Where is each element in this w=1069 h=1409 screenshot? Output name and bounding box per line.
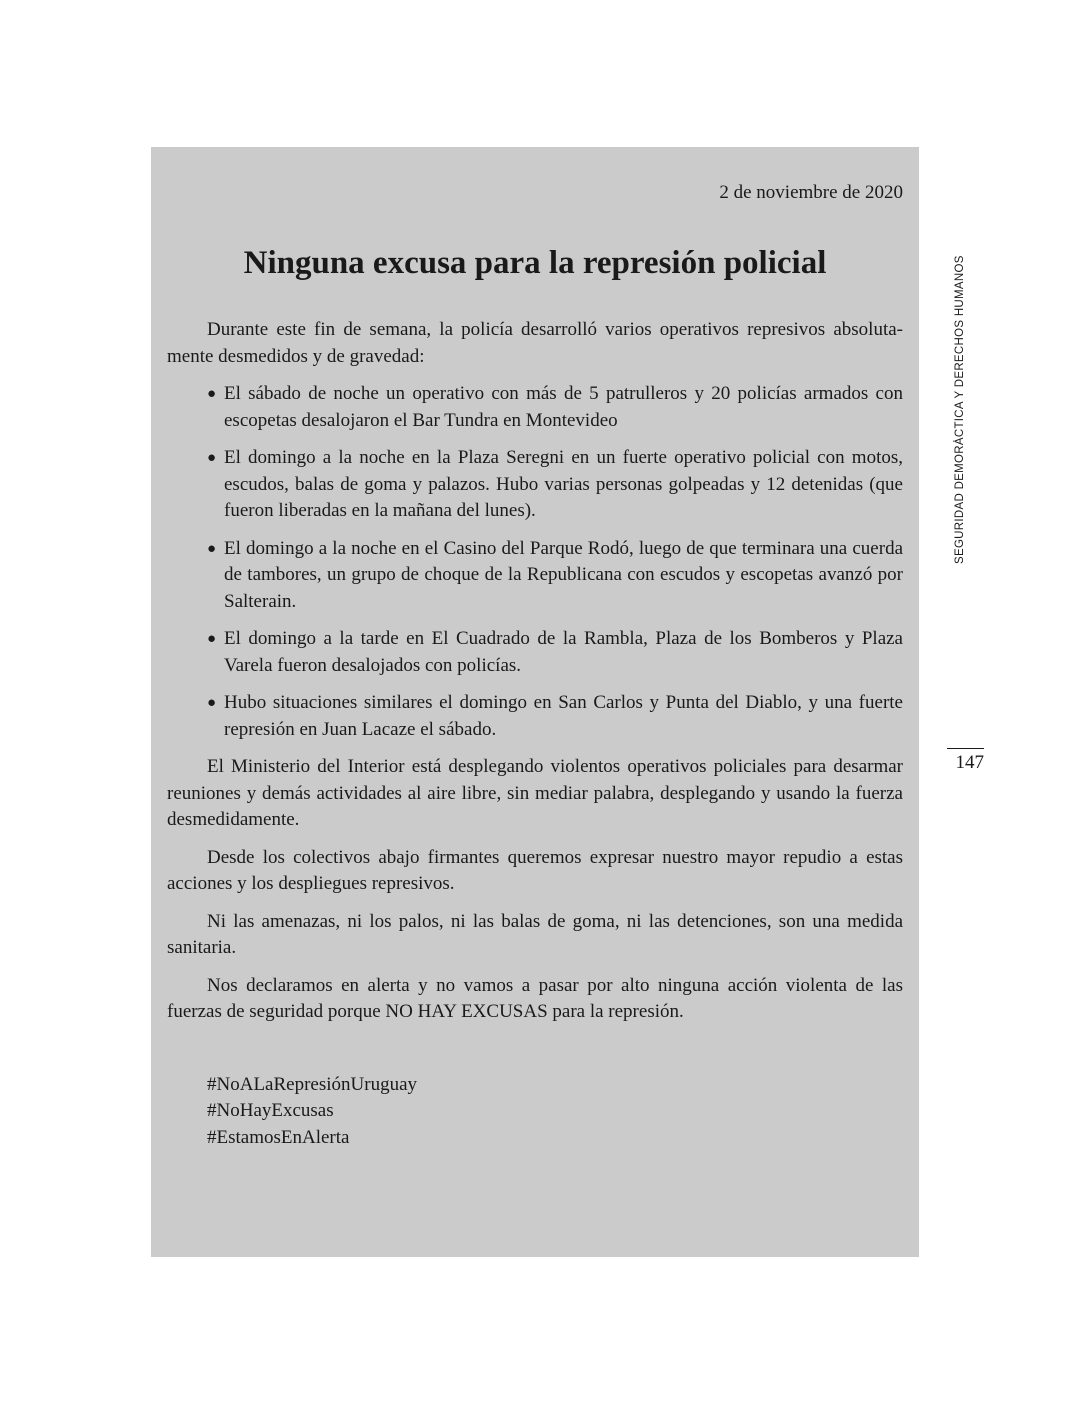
body-paragraph: Ni las amenazas, ni los palos, ni las balas de goma, ni las detenciones, son una medida sanitaria. [167, 910, 903, 958]
list-item [207, 381, 903, 434]
hashtag: #EstamosEnAlerta [207, 1126, 350, 1148]
body-paragraph: El Ministerio del Interior está desplegando violentos operativos policiales para desarmar reuniones y demás actividades al aire libre, sin mediar palabra, desplegando y usando la fuerza desmedidamente. [167, 756, 903, 830]
incident-list [167, 381, 903, 743]
hashtag: #NoHayExcusas [207, 1100, 334, 1121]
list-item-text: El domingo a la tarde en El Cuadrado de la Rambla, Plaza de los Bomberos y Plaza Varela fueron desalojados con policías. [224, 628, 903, 676]
bullet-dot-icon: ● [207, 386, 217, 402]
page-number: 147 [947, 748, 984, 776]
list-item [207, 445, 903, 525]
list-item [207, 626, 903, 679]
running-title: SEGURIDAD DEMORÁCTICA Y DERECHOS HUMANOS [954, 255, 966, 564]
list-item-text: El domingo a la noche en el Casino del Parque Rodó, luego de que terminara una cuerda de tambores, un grupo de choque de la Republicana con escudos y escopetas avanzó por Salterain. [224, 537, 903, 612]
hashtag-list [167, 1072, 903, 1152]
bullet-dot-icon: ● [207, 631, 217, 647]
document-date: 2 de noviembre de 2020 [719, 182, 903, 203]
bullet-dot-icon: ● [207, 540, 217, 557]
bullet-dot-icon: ● [207, 695, 217, 711]
body-paragraph: Nos declaramos en alerta y no vamos a pasar por alto ninguna acción violenta de las fuerzas de seguridad porque NO HAY EXCUSAS para la represión. [167, 974, 903, 1022]
list-item-text: El sábado de noche un operativo con más de 5 patrulleros y 20 policías armados con escopetas desalojaron el Bar Tundra en Montevideo [224, 383, 903, 431]
document-panel [151, 147, 919, 1257]
list-item-text: El domingo a la noche en la Plaza Seregni en un fuerte operativo policial con motos, escudos, balas de goma y palazos. Hubo varias personas golpeadas y 12 detenidas (que fueron liberadas en la mañana del lunes). [224, 447, 903, 521]
document-title: Ninguna excusa para la represión policial [243, 245, 827, 281]
hashtag: #NoALaRepresiónUruguay [207, 1073, 418, 1095]
intro-paragraph: Durante este fin de semana, la policía desarrolló varios operativos represivos absolutamente desmedidos y de gravedad: [167, 319, 903, 367]
list-item [207, 690, 903, 743]
bullet-dot-icon: ● [207, 450, 217, 466]
list-item [207, 536, 903, 616]
body-paragraph: Desde los colectivos abajo firmantes queremos expresar nuestro mayor repudio a estas acciones y los despliegues represivos. [167, 846, 903, 894]
list-item-text: Hubo situaciones similares el domingo en San Carlos y Punta del Diablo, y una fuerte represión en Juan Lacaze el sábado. [224, 692, 903, 740]
